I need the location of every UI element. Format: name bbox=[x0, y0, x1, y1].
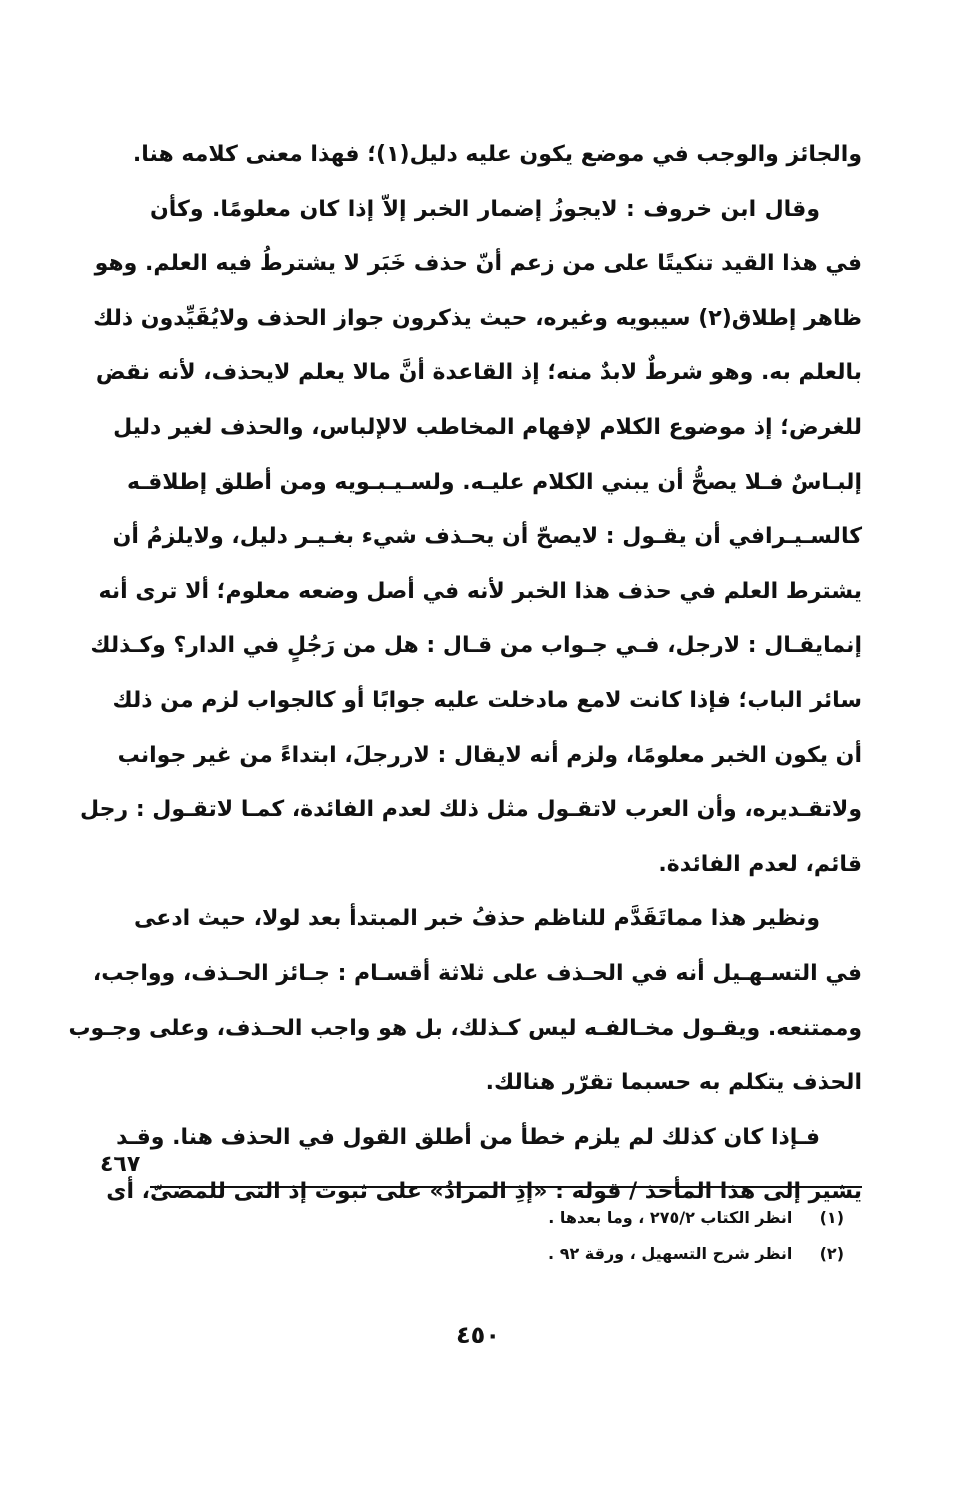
text-line: قائم، لعدم الفائدة. bbox=[658, 851, 862, 877]
footnote-number: (٢) bbox=[819, 1244, 844, 1263]
footnote-text: انظر الكتاب ٢٧٥/٢ ، وما بعدها . bbox=[548, 1208, 793, 1227]
text-line: في التسـهـيل أنه في الحـذف على ثلاثة أقسـام : جـائز الحـذف، وواجب، bbox=[92, 960, 862, 986]
catchword: ٤٦٧ bbox=[100, 1152, 141, 1177]
text-line: ونظير هذا مماتَقَدَّم للناظم حذفُ خبر المبتدأ بعد لولا، حيث ادعى bbox=[134, 906, 820, 932]
text-line: في هذا القيد تنكيتًا على من زعم أنّ حذف خَبَر لا يشترطُ فيه العلم. وهو bbox=[94, 251, 862, 277]
text-line: والجائز والوجب في موضع يكون عليه دليل(١)؛ فهذا معنى كلامه هنا. bbox=[132, 142, 862, 167]
text-line: للغرض؛ إذ موضوع الكلام لإفهام المخاطب لالإلباس، والحذف لغير دليل bbox=[113, 414, 862, 440]
footnote-divider bbox=[150, 1186, 862, 1188]
paragraph-1 bbox=[132, 128, 862, 183]
footnote-1 bbox=[244, 1200, 844, 1236]
text-line: وممتنعه. ويقـول مخـالفـه ليس كـذلك، بل هو واجب الحـذف، وعلى وجـوب bbox=[68, 1015, 862, 1041]
footnotes bbox=[244, 1200, 844, 1272]
text-line: يشترط العلم في حذف هذا الخبر لأنه في أصل وضعه معلوم؛ ألا ترى أنه bbox=[98, 578, 862, 604]
paragraph-2 bbox=[80, 183, 862, 893]
text-line: كالسـيـرافي أن يقـول : لايصحّ أن يحـذف شيء بغـيـر دليل، ولايلزمُ أن bbox=[112, 524, 862, 550]
text-line: ولاتقـديره، وأن العرب لاتقـول مثل ذلك لعدم الفائدة، كمـا لاتقـول : رجل bbox=[80, 797, 862, 823]
text-line: سائر الباب؛ فإذا كانت لامع مادخلت عليه جوابًا أو كالجواب لزم من ذلك bbox=[112, 687, 862, 713]
footnote-2 bbox=[244, 1236, 844, 1272]
paragraph-3 bbox=[68, 892, 862, 1110]
text-line: يشير إلى هذا المأخذ / قوله : «إذِ المرادُ» على ثبوت إذ التى للمضىّ، أى bbox=[106, 1179, 862, 1205]
footnote-text: انظر شرح التسهيل ، ورقة ٩٢ . bbox=[548, 1244, 793, 1263]
text-line: الحذف يتكلم به حسبما تقرّر هنالك. bbox=[485, 1070, 862, 1096]
text-line: وقال ابن خروف : لايجوزُ إضمار الخبر إلاّ إذا كان معلومًا. وكأن bbox=[150, 196, 820, 222]
text-line: بالعلم به. وهو شرطٌ لابدٌ منه؛ إذ القاعدة أنَّ مالا يعلم لايحذف، لأنه نقض bbox=[95, 360, 862, 386]
text-line: فـإذا كان كذلك لم يلزم خطأ من أطلق القول في الحذف هنا. وقـد bbox=[116, 1124, 820, 1150]
footnote-number: (١) bbox=[819, 1208, 844, 1227]
page-number: ٤٥٠ bbox=[456, 1321, 500, 1349]
text-line: إنمايقـال : لارجل، فـي جـواب من قـال : هل من رَجُلٍ في الدار؟ وكـذلك bbox=[90, 633, 862, 659]
text-line: ظاهر إطلاق(٢) سيبويه وغيره، حيث يذكرون جواز الحذف ولايُقَيِّدون ذلك bbox=[93, 305, 862, 331]
text-line: إلبـاسٌ فـلا يصحُّ أن يبني الكلام عليـه. ولسـيـبـويه ومن أطلق إطلاقـه bbox=[126, 469, 862, 495]
text-line: أن يكون الخبر معلومًا، ولزم أنه لايقال : لاررجلَ، ابتداءً من غير جوانب bbox=[117, 742, 862, 768]
